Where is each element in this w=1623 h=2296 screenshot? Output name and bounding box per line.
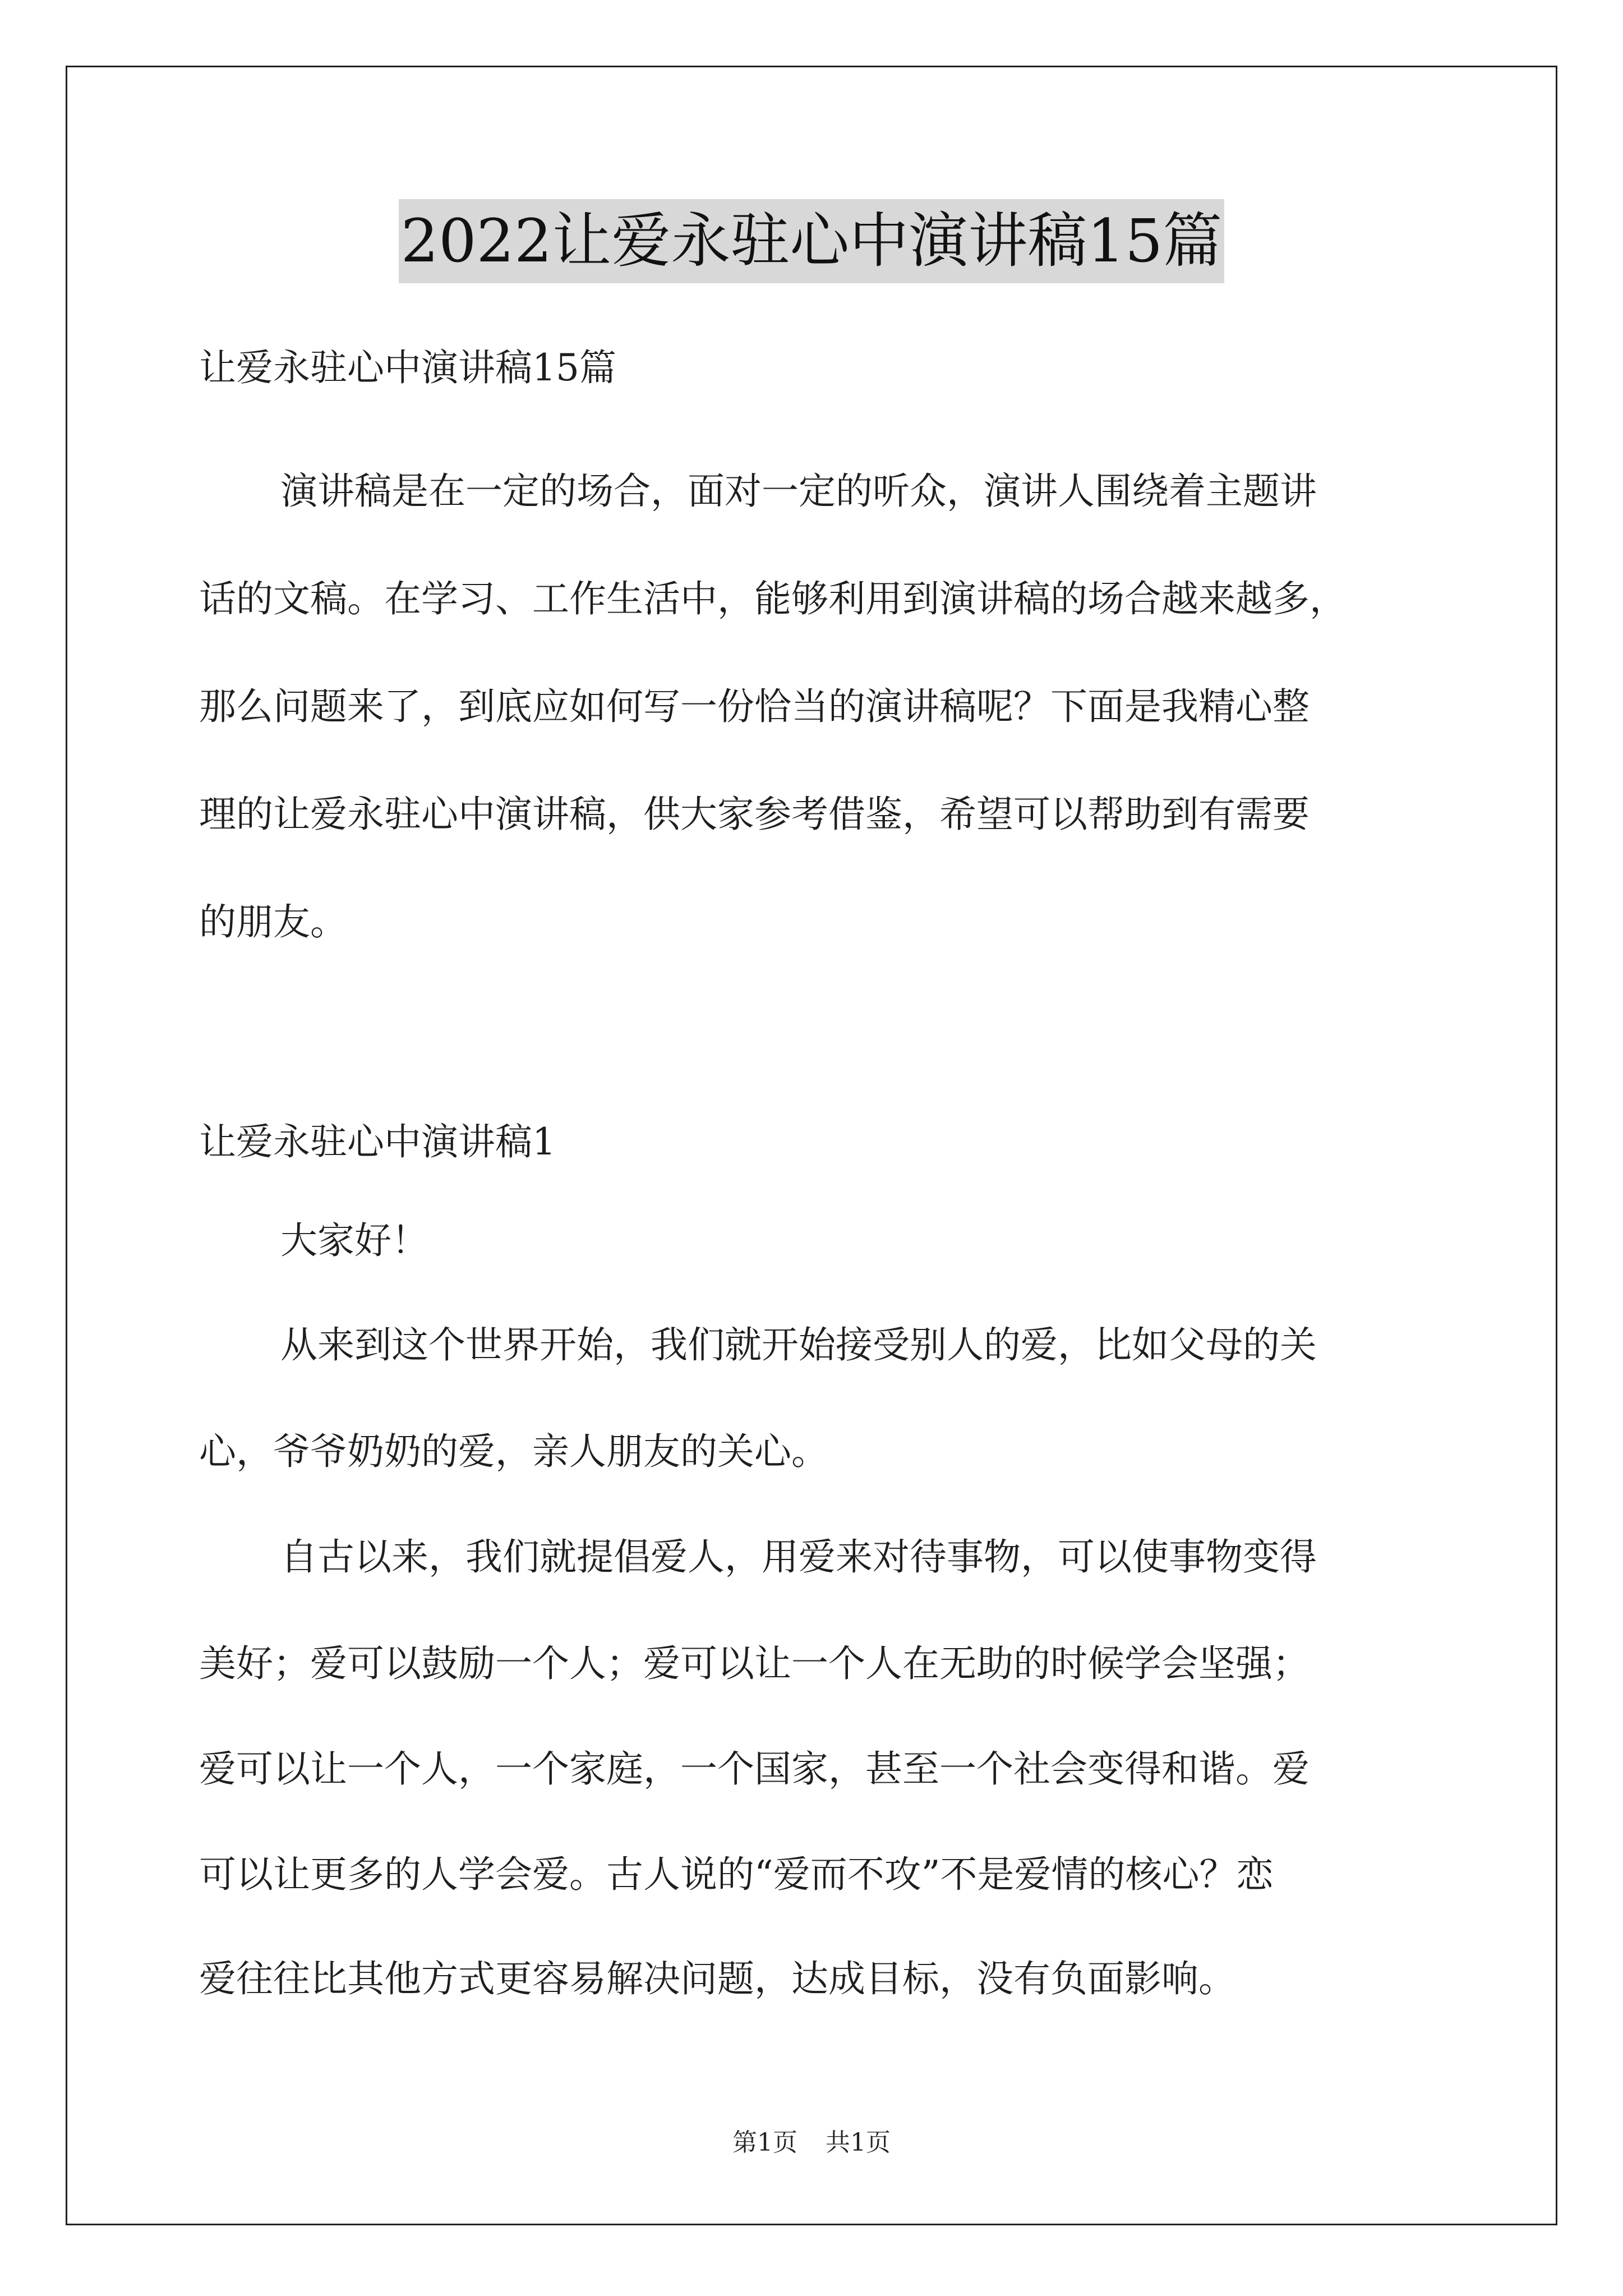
intro-line-1: 演讲稿是在一定的场合，面对一定的听众，演讲人围绕着主题讲 xyxy=(280,470,1317,513)
intro-line-3: 那么问题来了，到底应如何写一份恰当的演讲稿呢？下面是我精心整 xyxy=(199,685,1310,728)
document-title: 2022让爱永驻心中演讲稿15篇 xyxy=(399,199,1225,283)
para1-line-1: 从来到这个世界开始，我们就开始接受别人的爱，比如父母的关 xyxy=(280,1323,1317,1366)
page-footer xyxy=(0,2126,1623,2160)
document-title-wrapper xyxy=(0,199,1623,283)
document-subtitle: 让爱永驻心中演讲稿15篇 xyxy=(199,346,616,389)
para1-line-2: 心，爷爷奶奶的爱，亲人朋友的关心。 xyxy=(199,1430,828,1473)
para2-line-2: 美好；爱可以鼓励一个人；爱可以让一个人在无助的时候学会坚强； xyxy=(199,1642,1310,1685)
para2-line-1: 自古以来，我们就提倡爱人，用爱来对待事物，可以使事物变得 xyxy=(280,1535,1317,1579)
para2-line-3: 爱可以让一个人，一个家庭，一个国家，甚至一个社会变得和谐。爱 xyxy=(199,1747,1310,1791)
intro-line-2: 话的文稿。在学习、工作生活中，能够利用到演讲稿的场合越来越多， xyxy=(199,577,1347,620)
page-total: 共1页 xyxy=(826,2128,891,2157)
para2-line-4: 可以让更多的人学会爱。古人说的“爱而不攻”不是爱情的核心？恋 xyxy=(199,1853,1274,1896)
section-heading: 让爱永驻心中演讲稿1 xyxy=(199,1120,556,1163)
intro-line-5: 的朋友。 xyxy=(199,900,347,944)
para2-line-5: 爱往往比其他方式更容易解决问题，达成目标，没有负面影响。 xyxy=(199,1957,1235,2000)
page-number: 第1页 xyxy=(732,2128,797,2157)
greeting: 大家好！ xyxy=(280,1219,428,1262)
intro-line-4: 理的让爱永驻心中演讲稿，供大家参考借鉴，希望可以帮助到有需要 xyxy=(199,793,1310,836)
